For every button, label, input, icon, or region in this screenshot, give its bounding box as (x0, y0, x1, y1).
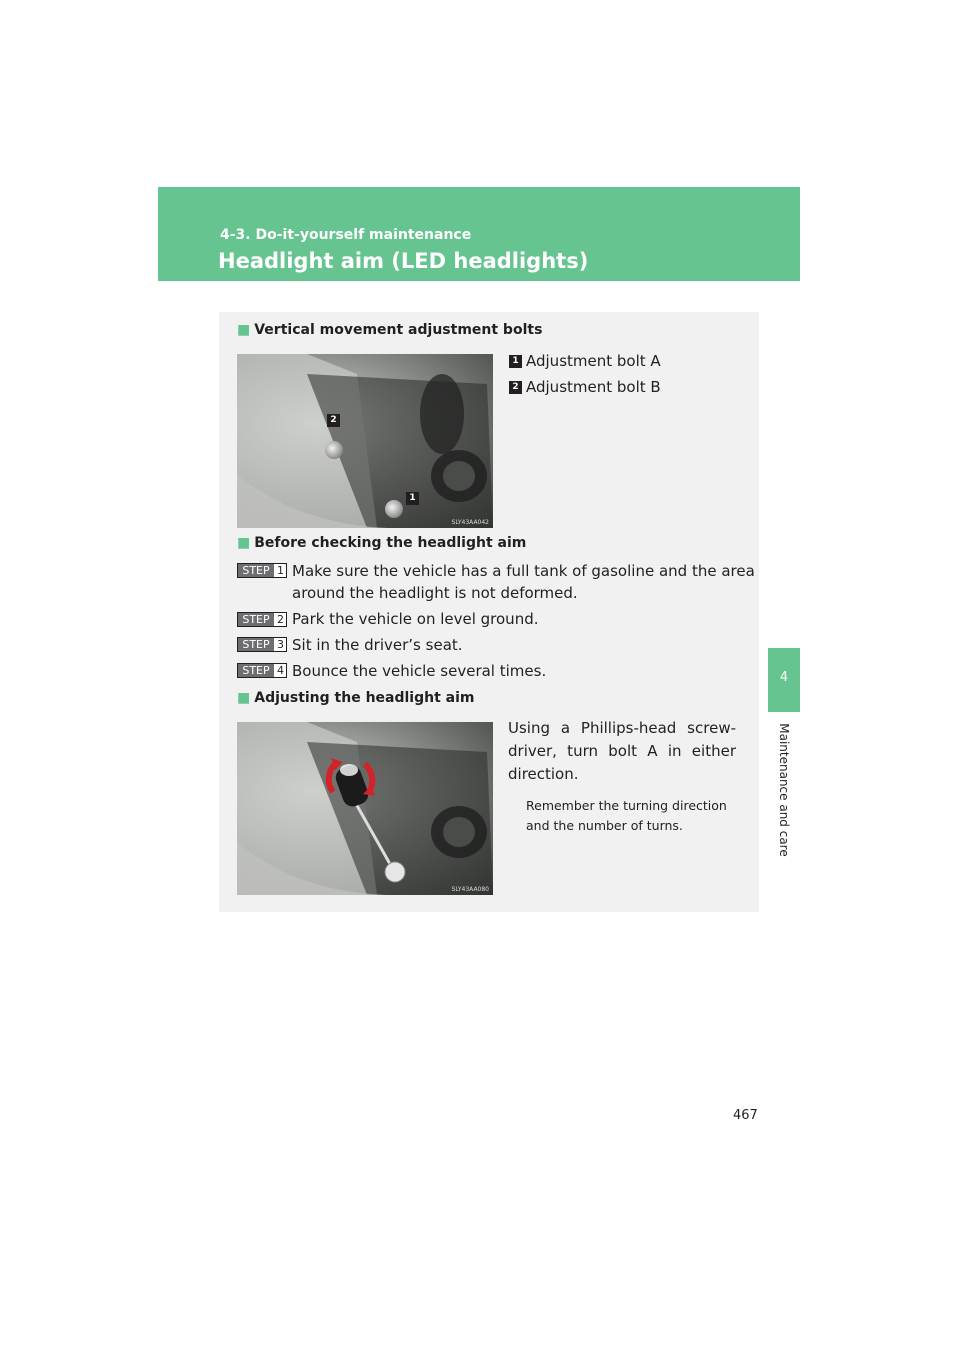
step-text: Bounce the vehicle several times. (292, 662, 547, 680)
note-line: and the number of turns. (526, 818, 683, 833)
vertical-bolts-heading (237, 322, 542, 338)
step-label: STEP (238, 638, 274, 651)
note-text (526, 796, 746, 836)
heading-text: Vertical movement adjustment bolts (254, 322, 543, 338)
legend-label: Adjustment bolt A (526, 352, 661, 370)
image-code: SLY43AA080 (451, 886, 489, 893)
step-badge (237, 563, 287, 578)
page-title: Headlight aim (LED headlights) (218, 249, 589, 273)
step-text: Sit in the driver’s seat. (292, 636, 463, 654)
note-line: Remember the turning direction (526, 798, 727, 813)
step-number: 2 (277, 613, 284, 626)
before-checking-heading (237, 535, 526, 551)
step-badge (237, 612, 287, 627)
step-text-continued: around the headlight is not deformed. (292, 584, 578, 602)
headlight-bolts-photo (237, 354, 493, 528)
heading-text: Adjusting the headlight aim (254, 690, 475, 706)
page-number: 467 (733, 1108, 758, 1123)
step-badge (237, 637, 287, 652)
chapter-header (158, 187, 800, 281)
square-bullet-icon: ■ (237, 690, 251, 706)
section-title: 4-3. Do-it-yourself maintenance (220, 227, 472, 243)
content-panel (219, 312, 759, 912)
step-number: 3 (277, 638, 284, 651)
bolt-a-icon (385, 500, 403, 518)
screwdriver-illustration (237, 722, 493, 895)
heading-text: Before checking the headlight aim (254, 535, 527, 551)
chapter-tab[interactable] (768, 648, 800, 712)
marker-2-icon: 2 (327, 414, 340, 427)
square-bullet-icon: ■ (237, 322, 251, 338)
step-label: STEP (238, 564, 274, 577)
headlight-photo-illustration (237, 354, 493, 528)
adjusting-heading (237, 690, 475, 706)
step-number: 4 (277, 664, 284, 677)
instruction-text: Using a Phillips-head screw-driver, turn bolt A in either direction. (508, 719, 736, 783)
screwdriver-photo (237, 722, 493, 895)
step-badge (237, 663, 287, 678)
square-bullet-icon: ■ (237, 535, 251, 551)
marker-2-icon: 2 (509, 381, 522, 394)
chapter-tab-number: 4 (779, 670, 789, 685)
step-number: 1 (277, 564, 284, 577)
marker-1-icon: 1 (509, 355, 522, 368)
step-label: STEP (238, 613, 274, 626)
image-code: SLY43AA042 (451, 519, 489, 526)
chapter-tab-label: Maintenance and care (777, 723, 791, 857)
bolt-b-icon (325, 441, 343, 459)
legend-label: Adjustment bolt B (526, 378, 661, 396)
step-label: STEP (238, 664, 274, 677)
step-text: Make sure the vehicle has a full tank of gasoline and the area (292, 562, 755, 580)
marker-1-icon: 1 (406, 492, 419, 505)
step-text: Park the vehicle on level ground. (292, 610, 539, 628)
